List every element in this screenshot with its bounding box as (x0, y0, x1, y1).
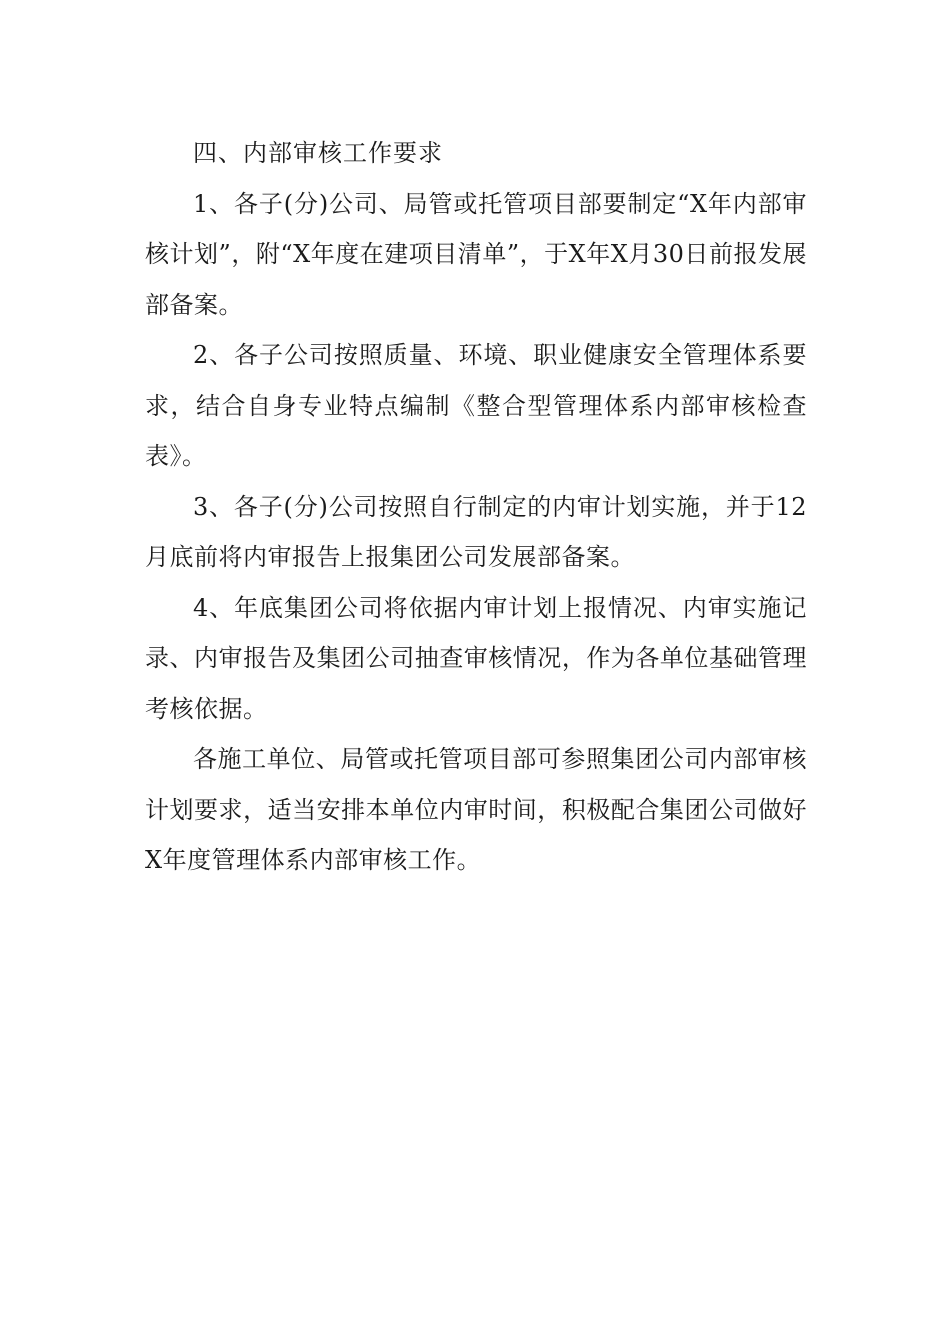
paragraph-item-4: 4、年底集团公司将依据内审计划上报情况、内审实施记录、内审报告及集团公司抽查审核情况，作为各单位基础管理考核依据。 (145, 593, 807, 723)
closing-paragraph: 各施工单位、局管或托管项目部可参照集团公司内部审核计划要求，适当安排本单位内审时间，积极配合集团公司做好X年度管理体系内部审核工作。 (145, 745, 807, 874)
paragraph-item-3: 3、各子(分)公司按照自行制定的内审计划实施，并于12月底前将内审报告上报集团公司发展部备案。 (145, 492, 807, 571)
document-body (145, 128, 807, 886)
paragraph-item-2: 2、各子公司按照质量、环境、职业健康安全管理体系要求，结合自身专业特点编制《整合型管理体系内部审核检查表》。 (145, 341, 807, 470)
section-heading: 四、内部审核工作要求 (193, 139, 443, 167)
paragraph-item-1: 1、各子(分)公司、局管或托管项目部要制定“X年内部审核计划”，附“X年度在建项目清单”，于X年X月30日前报发展部备案。 (145, 189, 807, 319)
